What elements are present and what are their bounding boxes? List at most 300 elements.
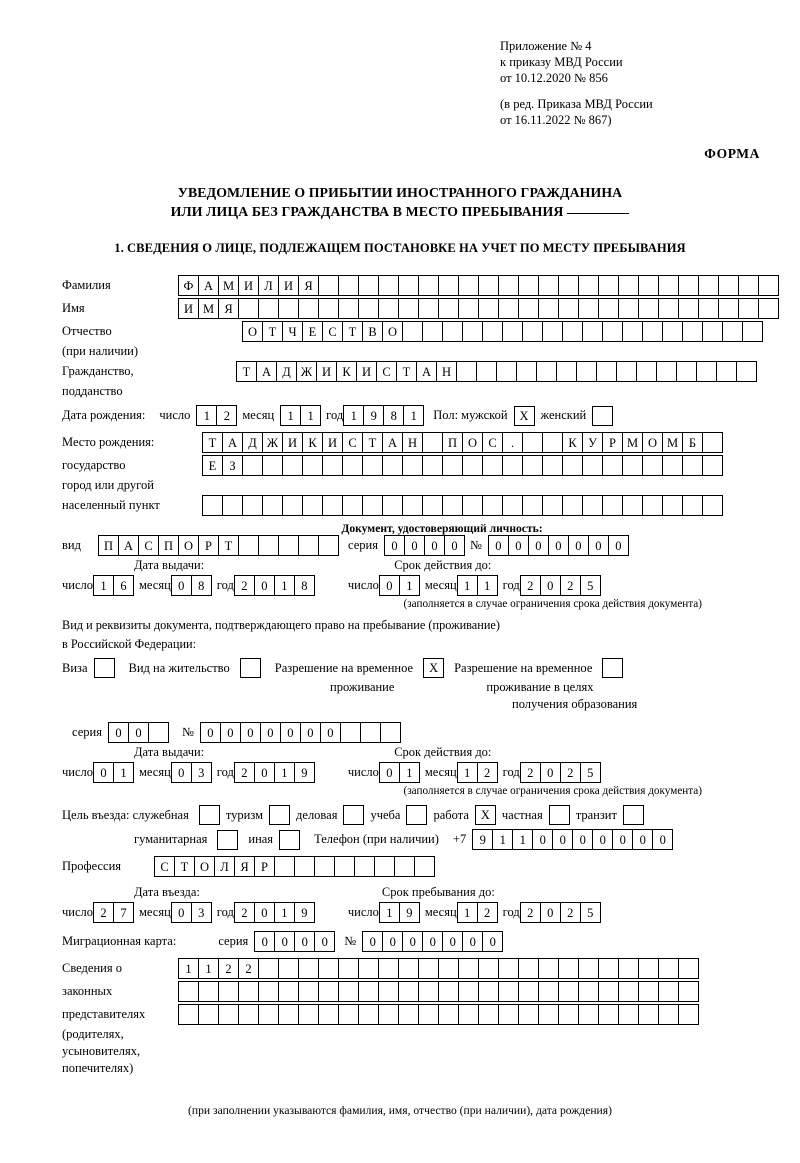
char-cell[interactable]	[538, 298, 559, 319]
char-cell[interactable]: 1	[343, 405, 364, 426]
char-cell[interactable]: 0	[200, 722, 221, 743]
char-cell[interactable]	[258, 535, 279, 556]
char-cell[interactable]: 0	[382, 931, 403, 952]
char-cell[interactable]: 0	[314, 931, 335, 952]
char-cell[interactable]: 0	[254, 762, 275, 783]
char-cell[interactable]: 0	[220, 722, 241, 743]
char-cell[interactable]: 2	[216, 405, 237, 426]
char-cell[interactable]: Т	[236, 361, 257, 382]
char-cell[interactable]	[458, 298, 479, 319]
char-cell[interactable]: 6	[113, 575, 134, 596]
char-cell[interactable]	[682, 495, 703, 516]
doc-issue-day-input[interactable]	[93, 575, 133, 596]
char-cell[interactable]: Ф	[178, 275, 199, 296]
char-cell[interactable]: О	[462, 432, 483, 453]
char-cell[interactable]: И	[282, 432, 303, 453]
doc-valid-month-input[interactable]	[457, 575, 497, 596]
birth-place-input-2[interactable]	[202, 455, 722, 476]
birth-day-input[interactable]	[196, 405, 236, 426]
char-cell[interactable]: 0	[572, 829, 593, 850]
char-cell[interactable]	[518, 981, 539, 1002]
char-cell[interactable]: 0	[568, 535, 589, 556]
char-cell[interactable]	[422, 455, 443, 476]
char-cell[interactable]	[262, 455, 283, 476]
char-cell[interactable]: Т	[262, 321, 283, 342]
char-cell[interactable]: 0	[424, 535, 445, 556]
char-cell[interactable]	[558, 298, 579, 319]
char-cell[interactable]	[298, 298, 319, 319]
char-cell[interactable]: 0	[608, 535, 629, 556]
char-cell[interactable]: 0	[488, 535, 509, 556]
char-cell[interactable]	[302, 495, 323, 516]
char-cell[interactable]: П	[442, 432, 463, 453]
char-cell[interactable]	[438, 1004, 459, 1025]
char-cell[interactable]	[742, 321, 763, 342]
char-cell[interactable]: Д	[276, 361, 297, 382]
char-cell[interactable]	[698, 298, 719, 319]
char-cell[interactable]: К	[302, 432, 323, 453]
char-cell[interactable]	[222, 495, 243, 516]
char-cell[interactable]: 1	[457, 762, 478, 783]
char-cell[interactable]	[302, 455, 323, 476]
char-cell[interactable]	[462, 495, 483, 516]
char-cell[interactable]: 1	[399, 575, 420, 596]
char-cell[interactable]	[518, 1004, 539, 1025]
char-cell[interactable]	[318, 981, 339, 1002]
char-cell[interactable]: И	[278, 275, 299, 296]
char-cell[interactable]: 1	[403, 405, 424, 426]
char-cell[interactable]: 0	[108, 722, 129, 743]
char-cell[interactable]: М	[622, 432, 643, 453]
char-cell[interactable]	[682, 321, 703, 342]
char-cell[interactable]: Н	[436, 361, 457, 382]
char-cell[interactable]	[702, 432, 723, 453]
char-cell[interactable]	[414, 856, 435, 877]
char-cell[interactable]: А	[198, 275, 219, 296]
char-cell[interactable]: Л	[258, 275, 279, 296]
char-cell[interactable]: 0	[362, 931, 383, 952]
char-cell[interactable]: 2	[234, 902, 255, 923]
char-cell[interactable]	[598, 958, 619, 979]
char-cell[interactable]	[542, 321, 563, 342]
char-cell[interactable]	[558, 981, 579, 1002]
char-cell[interactable]	[238, 981, 259, 1002]
char-cell[interactable]: 0	[532, 829, 553, 850]
char-cell[interactable]: 9	[363, 405, 384, 426]
char-cell[interactable]	[658, 1004, 679, 1025]
char-cell[interactable]	[198, 981, 219, 1002]
char-cell[interactable]	[398, 981, 419, 1002]
purpose-service-checkbox[interactable]	[199, 805, 220, 825]
char-cell[interactable]: Ж	[262, 432, 283, 453]
char-cell[interactable]	[278, 1004, 299, 1025]
char-cell[interactable]: 1	[178, 958, 199, 979]
char-cell[interactable]: 1	[93, 575, 114, 596]
doc-number-input[interactable]	[488, 535, 628, 556]
purpose-study-checkbox[interactable]	[406, 805, 427, 825]
char-cell[interactable]	[338, 981, 359, 1002]
char-cell[interactable]: 0	[462, 931, 483, 952]
char-cell[interactable]	[478, 958, 499, 979]
char-cell[interactable]: 9	[472, 829, 493, 850]
char-cell[interactable]: Р	[602, 432, 623, 453]
char-cell[interactable]	[662, 495, 683, 516]
char-cell[interactable]: 2	[520, 902, 541, 923]
char-cell[interactable]: 2	[477, 902, 498, 923]
permit-valid-day-input[interactable]	[379, 762, 419, 783]
char-cell[interactable]	[476, 361, 497, 382]
char-cell[interactable]	[562, 495, 583, 516]
char-cell[interactable]	[482, 321, 503, 342]
char-cell[interactable]	[358, 275, 379, 296]
char-cell[interactable]	[598, 981, 619, 1002]
char-cell[interactable]	[318, 535, 339, 556]
char-cell[interactable]	[378, 275, 399, 296]
sex-female-checkbox[interactable]	[592, 406, 613, 426]
char-cell[interactable]	[576, 361, 597, 382]
char-cell[interactable]	[422, 432, 443, 453]
char-cell[interactable]: 5	[580, 902, 601, 923]
char-cell[interactable]	[618, 275, 639, 296]
char-cell[interactable]	[322, 455, 343, 476]
char-cell[interactable]	[354, 856, 375, 877]
char-cell[interactable]	[618, 958, 639, 979]
char-cell[interactable]: 2	[234, 575, 255, 596]
char-cell[interactable]	[578, 958, 599, 979]
entry-month-input[interactable]	[171, 902, 211, 923]
char-cell[interactable]	[558, 958, 579, 979]
char-cell[interactable]	[502, 495, 523, 516]
char-cell[interactable]	[382, 455, 403, 476]
char-cell[interactable]: 0	[171, 762, 192, 783]
char-cell[interactable]	[374, 856, 395, 877]
char-cell[interactable]: 0	[384, 535, 405, 556]
char-cell[interactable]	[314, 856, 335, 877]
char-cell[interactable]: Я	[234, 856, 255, 877]
char-cell[interactable]: А	[382, 432, 403, 453]
char-cell[interactable]: .	[502, 432, 523, 453]
char-cell[interactable]	[658, 275, 679, 296]
char-cell[interactable]	[418, 298, 439, 319]
char-cell[interactable]	[462, 455, 483, 476]
char-cell[interactable]	[318, 958, 339, 979]
char-cell[interactable]: 0	[171, 902, 192, 923]
char-cell[interactable]: А	[118, 535, 139, 556]
char-cell[interactable]	[458, 958, 479, 979]
char-cell[interactable]	[602, 321, 623, 342]
char-cell[interactable]: 2	[238, 958, 259, 979]
char-cell[interactable]: 5	[580, 762, 601, 783]
char-cell[interactable]	[498, 1004, 519, 1025]
char-cell[interactable]	[198, 1004, 219, 1025]
char-cell[interactable]	[298, 958, 319, 979]
permit-issue-month-input[interactable]	[171, 762, 211, 783]
char-cell[interactable]: И	[316, 361, 337, 382]
char-cell[interactable]	[278, 298, 299, 319]
char-cell[interactable]	[582, 495, 603, 516]
char-cell[interactable]	[738, 298, 759, 319]
purpose-humanitarian-checkbox[interactable]	[217, 830, 238, 850]
char-cell[interactable]: 3	[191, 762, 212, 783]
char-cell[interactable]	[542, 495, 563, 516]
purpose-private-checkbox[interactable]	[549, 805, 570, 825]
char-cell[interactable]	[338, 958, 359, 979]
char-cell[interactable]	[318, 298, 339, 319]
temp-residence-checkbox[interactable]: X	[423, 658, 444, 678]
char-cell[interactable]: 8	[294, 575, 315, 596]
char-cell[interactable]: 5	[580, 575, 601, 596]
char-cell[interactable]: 1	[198, 958, 219, 979]
char-cell[interactable]	[562, 455, 583, 476]
char-cell[interactable]	[702, 495, 723, 516]
char-cell[interactable]	[502, 455, 523, 476]
char-cell[interactable]: 0	[294, 931, 315, 952]
char-cell[interactable]	[278, 958, 299, 979]
char-cell[interactable]: 0	[254, 931, 275, 952]
char-cell[interactable]: 1	[457, 902, 478, 923]
char-cell[interactable]	[498, 981, 519, 1002]
char-cell[interactable]	[518, 298, 539, 319]
char-cell[interactable]: 0	[552, 829, 573, 850]
char-cell[interactable]	[598, 1004, 619, 1025]
char-cell[interactable]: 2	[520, 575, 541, 596]
birth-place-input-3[interactable]	[202, 495, 722, 516]
legal-rep-input-1[interactable]	[178, 958, 698, 979]
char-cell[interactable]: 1	[113, 762, 134, 783]
char-cell[interactable]: С	[138, 535, 159, 556]
birth-month-input[interactable]	[280, 405, 320, 426]
char-cell[interactable]	[458, 1004, 479, 1025]
char-cell[interactable]	[338, 298, 359, 319]
char-cell[interactable]	[538, 981, 559, 1002]
char-cell[interactable]	[638, 275, 659, 296]
char-cell[interactable]: 0	[482, 931, 503, 952]
char-cell[interactable]: У	[582, 432, 603, 453]
legal-rep-input-2[interactable]	[178, 981, 698, 1002]
char-cell[interactable]	[618, 981, 639, 1002]
char-cell[interactable]: 0	[320, 722, 341, 743]
char-cell[interactable]	[398, 298, 419, 319]
entry-year-input[interactable]	[234, 902, 314, 923]
char-cell[interactable]	[622, 321, 643, 342]
char-cell[interactable]	[258, 958, 279, 979]
stay-year-input[interactable]	[520, 902, 600, 923]
char-cell[interactable]	[342, 455, 363, 476]
char-cell[interactable]: 7	[113, 902, 134, 923]
char-cell[interactable]	[242, 495, 263, 516]
doc-valid-day-input[interactable]	[379, 575, 419, 596]
char-cell[interactable]	[536, 361, 557, 382]
char-cell[interactable]	[498, 275, 519, 296]
char-cell[interactable]	[642, 455, 663, 476]
char-cell[interactable]	[402, 321, 423, 342]
char-cell[interactable]: 9	[294, 762, 315, 783]
purpose-work-checkbox[interactable]: X	[475, 805, 496, 825]
birth-place-input-1[interactable]	[202, 432, 722, 453]
char-cell[interactable]	[274, 856, 295, 877]
char-cell[interactable]	[298, 1004, 319, 1025]
stay-month-input[interactable]	[457, 902, 497, 923]
char-cell[interactable]: 0	[652, 829, 673, 850]
char-cell[interactable]	[418, 981, 439, 1002]
char-cell[interactable]: С	[342, 432, 363, 453]
char-cell[interactable]	[558, 275, 579, 296]
char-cell[interactable]: 1	[274, 762, 295, 783]
char-cell[interactable]: 2	[218, 958, 239, 979]
char-cell[interactable]: М	[662, 432, 683, 453]
purpose-business-checkbox[interactable]	[343, 805, 364, 825]
char-cell[interactable]: 0	[444, 535, 465, 556]
char-cell[interactable]: Е	[302, 321, 323, 342]
doc-valid-year-input[interactable]	[520, 575, 600, 596]
char-cell[interactable]	[582, 455, 603, 476]
char-cell[interactable]	[662, 321, 683, 342]
char-cell[interactable]	[378, 958, 399, 979]
edu-residence-checkbox[interactable]	[602, 658, 623, 678]
char-cell[interactable]	[542, 432, 563, 453]
char-cell[interactable]: 2	[560, 575, 581, 596]
char-cell[interactable]	[278, 981, 299, 1002]
char-cell[interactable]	[458, 275, 479, 296]
char-cell[interactable]	[522, 432, 543, 453]
char-cell[interactable]	[398, 958, 419, 979]
char-cell[interactable]: 0	[592, 829, 613, 850]
char-cell[interactable]	[362, 495, 383, 516]
char-cell[interactable]: 0	[240, 722, 261, 743]
char-cell[interactable]	[258, 1004, 279, 1025]
char-cell[interactable]: Т	[342, 321, 363, 342]
char-cell[interactable]: П	[158, 535, 179, 556]
char-cell[interactable]	[378, 298, 399, 319]
char-cell[interactable]	[598, 275, 619, 296]
char-cell[interactable]	[238, 1004, 259, 1025]
char-cell[interactable]: А	[416, 361, 437, 382]
char-cell[interactable]	[698, 275, 719, 296]
char-cell[interactable]	[258, 981, 279, 1002]
char-cell[interactable]	[218, 981, 239, 1002]
char-cell[interactable]	[602, 495, 623, 516]
char-cell[interactable]	[678, 981, 699, 1002]
char-cell[interactable]: 0	[280, 722, 301, 743]
char-cell[interactable]	[294, 856, 315, 877]
purpose-transit-checkbox[interactable]	[623, 805, 644, 825]
char-cell[interactable]: 0	[402, 931, 423, 952]
char-cell[interactable]	[538, 958, 559, 979]
surname-input[interactable]	[178, 275, 778, 296]
char-cell[interactable]	[298, 981, 319, 1002]
char-cell[interactable]	[242, 455, 263, 476]
char-cell[interactable]	[602, 455, 623, 476]
char-cell[interactable]: 1	[379, 902, 400, 923]
char-cell[interactable]: 2	[93, 902, 114, 923]
visa-checkbox[interactable]	[94, 658, 115, 678]
char-cell[interactable]	[402, 455, 423, 476]
char-cell[interactable]: А	[222, 432, 243, 453]
char-cell[interactable]	[258, 298, 279, 319]
char-cell[interactable]: 1	[280, 405, 301, 426]
char-cell[interactable]	[482, 495, 503, 516]
char-cell[interactable]	[282, 495, 303, 516]
char-cell[interactable]	[578, 981, 599, 1002]
char-cell[interactable]	[318, 275, 339, 296]
char-cell[interactable]: Т	[396, 361, 417, 382]
char-cell[interactable]: 8	[383, 405, 404, 426]
doc-kind-input[interactable]	[98, 535, 338, 556]
char-cell[interactable]	[478, 1004, 499, 1025]
sex-male-checkbox[interactable]: X	[514, 406, 535, 426]
char-cell[interactable]	[334, 856, 355, 877]
char-cell[interactable]: Ж	[296, 361, 317, 382]
char-cell[interactable]: О	[382, 321, 403, 342]
char-cell[interactable]	[418, 958, 439, 979]
char-cell[interactable]	[178, 1004, 199, 1025]
char-cell[interactable]	[282, 455, 303, 476]
char-cell[interactable]: 0	[612, 829, 633, 850]
char-cell[interactable]	[362, 455, 383, 476]
char-cell[interactable]: Я	[298, 275, 319, 296]
char-cell[interactable]	[518, 958, 539, 979]
char-cell[interactable]: 3	[191, 902, 212, 923]
char-cell[interactable]	[322, 495, 343, 516]
char-cell[interactable]	[178, 981, 199, 1002]
char-cell[interactable]	[456, 361, 477, 382]
char-cell[interactable]	[522, 495, 543, 516]
char-cell[interactable]	[718, 298, 739, 319]
char-cell[interactable]	[678, 298, 699, 319]
char-cell[interactable]: 0	[508, 535, 529, 556]
char-cell[interactable]	[358, 981, 379, 1002]
char-cell[interactable]: М	[198, 298, 219, 319]
char-cell[interactable]: П	[98, 535, 119, 556]
permit-issue-day-input[interactable]	[93, 762, 133, 783]
char-cell[interactable]	[462, 321, 483, 342]
char-cell[interactable]: 0	[404, 535, 425, 556]
permit-valid-month-input[interactable]	[457, 762, 497, 783]
char-cell[interactable]	[578, 275, 599, 296]
char-cell[interactable]	[148, 722, 169, 743]
char-cell[interactable]	[482, 455, 503, 476]
char-cell[interactable]	[558, 1004, 579, 1025]
char-cell[interactable]	[478, 298, 499, 319]
char-cell[interactable]: 0	[254, 902, 275, 923]
birth-year-input[interactable]	[343, 405, 423, 426]
char-cell[interactable]	[582, 321, 603, 342]
char-cell[interactable]	[516, 361, 537, 382]
char-cell[interactable]	[658, 958, 679, 979]
char-cell[interactable]	[318, 1004, 339, 1025]
char-cell[interactable]	[422, 495, 443, 516]
char-cell[interactable]: 2	[520, 762, 541, 783]
char-cell[interactable]: Т	[202, 432, 223, 453]
char-cell[interactable]: 0	[379, 762, 400, 783]
char-cell[interactable]	[378, 981, 399, 1002]
char-cell[interactable]	[596, 361, 617, 382]
char-cell[interactable]	[478, 275, 499, 296]
char-cell[interactable]: 0	[632, 829, 653, 850]
char-cell[interactable]	[418, 1004, 439, 1025]
char-cell[interactable]	[378, 1004, 399, 1025]
migration-series-input[interactable]	[254, 931, 334, 952]
char-cell[interactable]	[360, 722, 381, 743]
char-cell[interactable]	[618, 1004, 639, 1025]
char-cell[interactable]	[278, 535, 299, 556]
char-cell[interactable]: О	[178, 535, 199, 556]
char-cell[interactable]	[202, 495, 223, 516]
char-cell[interactable]: 1	[196, 405, 217, 426]
char-cell[interactable]: К	[336, 361, 357, 382]
char-cell[interactable]: Р	[198, 535, 219, 556]
char-cell[interactable]	[522, 321, 543, 342]
